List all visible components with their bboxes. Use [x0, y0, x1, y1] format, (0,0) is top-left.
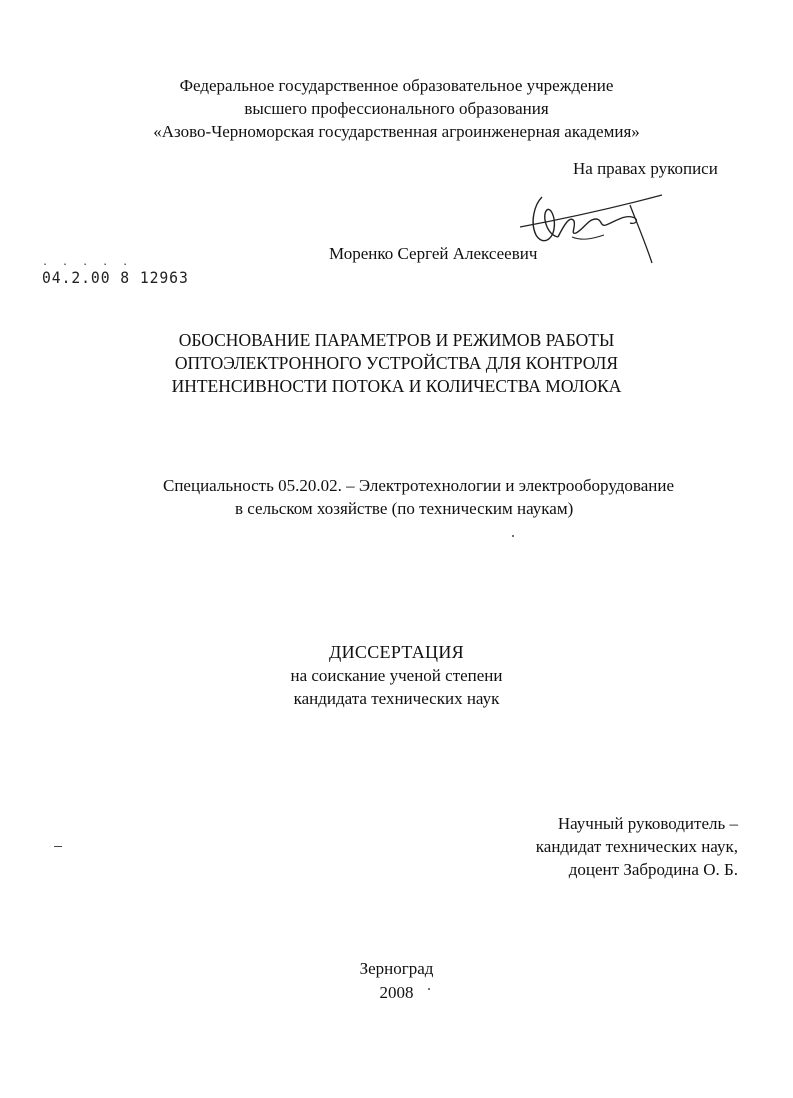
- dissertation-line-2: на соискание ученой степени: [290, 666, 503, 685]
- specialty-line-2: в сельском хозяйстве (по техническим наукам): [235, 499, 574, 518]
- advisor-line-3: доцент Забродина О. Б.: [568, 860, 738, 879]
- institution-line-1: Федеральное государственное образовательное учреждение: [179, 76, 614, 95]
- footer-year: 2008: [379, 983, 414, 1002]
- dissertation-line-3: кандидата технических наук: [293, 689, 500, 708]
- advisor-line-1: Научный руководитель –: [557, 814, 738, 833]
- institution-line-2: высшего профессионального образования: [244, 99, 549, 118]
- library-stamp: 04.2.00 8 12963: [42, 268, 189, 287]
- specialty-line-1: Специальность 05.20.02. – Электротехнологии и электрооборудование: [163, 476, 674, 495]
- title-line-1: ОБОСНОВАНИЕ ПАРАМЕТРОВ И РЕЖИМОВ РАБОТЫ: [178, 330, 615, 350]
- dissertation-block: [0, 641, 793, 710]
- title-line-2: ОПТОЭЛЕКТРОННОГО УСТРОЙСТВА ДЛЯ КОНТРОЛЯ: [174, 353, 619, 373]
- scan-speck: [54, 846, 62, 847]
- author-name: Моренко Сергей Алексеевич: [329, 244, 538, 263]
- advisor-block: [536, 812, 738, 881]
- footer-block: [0, 957, 793, 1005]
- scan-speck: [512, 535, 514, 537]
- dissertation-heading: ДИССЕРТАЦИЯ: [329, 642, 464, 662]
- footer-city: Зерноград: [359, 959, 434, 978]
- stamp-marks: . . . . .: [42, 257, 133, 268]
- scan-speck: [428, 988, 430, 990]
- rights-notice: На правах рукописи: [573, 159, 718, 178]
- dissertation-title: [0, 329, 793, 398]
- advisor-line-2: кандидат технических наук,: [535, 837, 738, 856]
- title-line-3: ИНТЕНСИВНОСТИ ПОТОКА И КОЛИЧЕСТВА МОЛОКА: [171, 376, 622, 396]
- institution-header: [0, 74, 793, 143]
- institution-line-3: «Азово-Черноморская государственная агроинженерная академия»: [153, 122, 640, 141]
